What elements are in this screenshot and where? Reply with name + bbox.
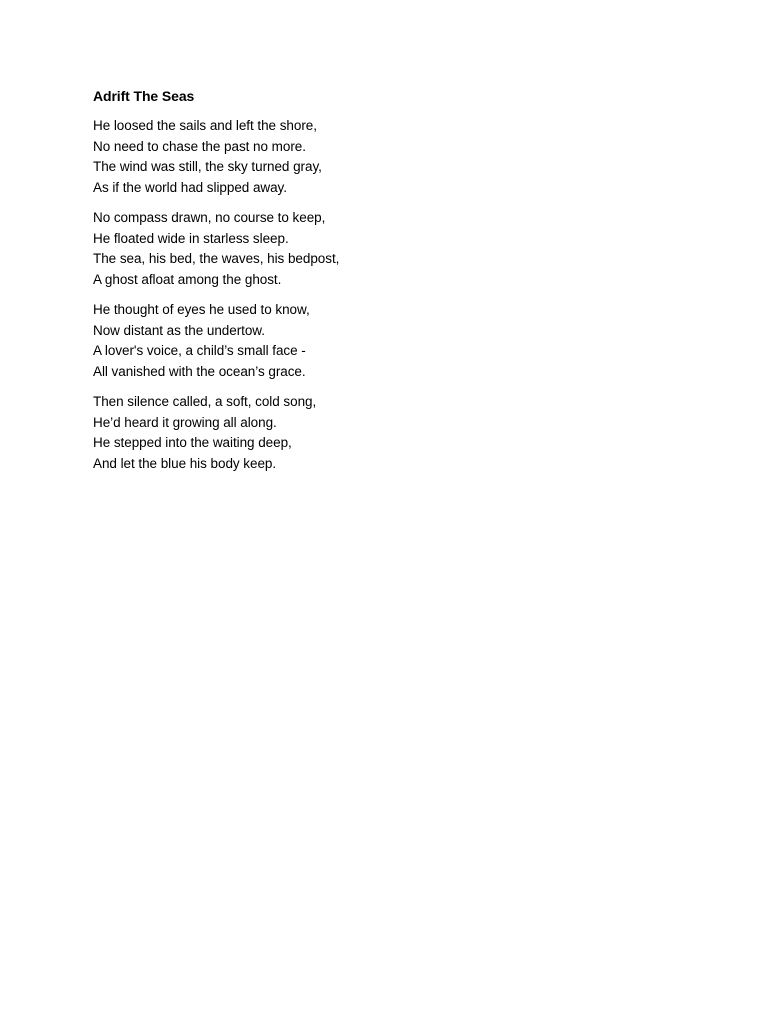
stanza-3 (93, 300, 653, 382)
poem-line: No compass drawn, no course to keep, (93, 210, 326, 225)
poem-line: As if the world had slipped away. (93, 179, 287, 195)
poem-title: Adrift The Seas (93, 88, 195, 104)
poem-line: The sea, his bed, the waves, his bedpost, (93, 251, 340, 266)
poem-line: Then silence called, a soft, cold song, (93, 394, 317, 409)
stanza-1 (93, 116, 653, 198)
poem-line: He’d heard it growing all along. (93, 414, 277, 430)
poem-line: He loosed the sails and left the shore, (93, 118, 317, 133)
poem-line: And let the blue his body keep. (93, 455, 277, 471)
poem-line: The wind was still, the sky turned gray, (93, 159, 322, 174)
poem-line: A lover's voice, a child’s small face - (93, 343, 306, 358)
poem (93, 86, 653, 484)
stanza-4 (93, 392, 653, 474)
poem-line: He thought of eyes he used to know, (93, 302, 310, 317)
poem-line: No need to chase the past no more. (93, 138, 306, 154)
poem-line: He floated wide in starless sleep. (93, 230, 289, 246)
stanza-2 (93, 208, 653, 290)
poem-line: A ghost afloat among the ghost. (93, 271, 282, 287)
poem-line: All vanished with the ocean’s grace. (93, 363, 306, 379)
poem-line: Now distant as the undertow. (93, 322, 265, 338)
poem-line: He stepped into the waiting deep, (93, 435, 292, 450)
